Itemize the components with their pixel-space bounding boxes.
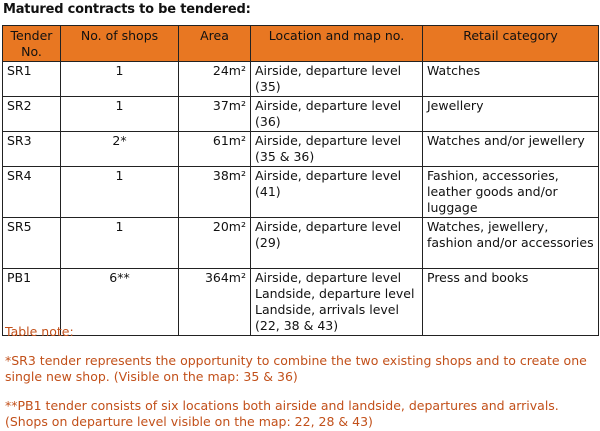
table-row	[3, 132, 599, 167]
shops-cell: 1	[61, 97, 179, 132]
area-cell: 61m²	[179, 132, 251, 167]
location-map-no: (41)	[255, 184, 281, 199]
category-cell: Jewellery	[423, 97, 599, 132]
location-line: Airside, departure level	[255, 168, 402, 183]
tender-no-cell: PB1	[3, 269, 61, 336]
location-map-no: (35 & 36)	[255, 149, 315, 164]
table-row	[3, 218, 599, 269]
table-row	[3, 167, 599, 218]
location-cell	[251, 218, 423, 269]
shops-cell: 2*	[61, 132, 179, 167]
location-line: Landside, departure level	[255, 286, 415, 301]
header-tender-no: Tender No.	[3, 26, 61, 62]
location-line: Airside, departure level	[255, 63, 402, 78]
location-cell	[251, 132, 423, 167]
category-cell: Watches, jewellery, fashion and/or accessories	[423, 218, 599, 269]
location-cell	[251, 97, 423, 132]
header-location: Location and map no.	[251, 26, 423, 62]
header-no-of-shops: No. of shops	[61, 26, 179, 62]
location-line: Airside, departure level	[255, 133, 402, 148]
tender-no-cell: SR4	[3, 167, 61, 218]
table-row	[3, 62, 599, 97]
shops-cell: 1	[61, 218, 179, 269]
tender-no-cell: SR1	[3, 62, 61, 97]
contracts-table	[2, 25, 599, 336]
area-cell: 24m²	[179, 62, 251, 97]
table-row	[3, 97, 599, 132]
area-cell: 20m²	[179, 218, 251, 269]
tender-no-cell: SR3	[3, 132, 61, 167]
location-map-no: (29)	[255, 235, 281, 250]
location-map-no: (36)	[255, 114, 281, 129]
location-line: Airside, departure level	[255, 219, 402, 234]
area-cell: 37m²	[179, 97, 251, 132]
header-retail-category: Retail category	[423, 26, 599, 62]
note-sr3: *SR3 tender represents the opportunity to combine the two existing shops and to create one single new shop. (Visible on the map: 35 & 36)	[5, 353, 587, 384]
location-cell	[251, 167, 423, 218]
location-line: Landside, arrivals level	[255, 302, 399, 317]
table-notes	[5, 324, 597, 430]
location-map-no: (35)	[255, 79, 281, 94]
area-cell: 364m²	[179, 269, 251, 336]
location-map-no: (22, 38 & 43)	[255, 318, 339, 333]
shops-cell: 6**	[61, 269, 179, 336]
note-pb1: **PB1 tender consists of six locations both airside and landside, departures and arrivals. (Shops on departure level visible on the map: 22, 28 & 43)	[5, 398, 559, 429]
area-cell: 38m²	[179, 167, 251, 218]
page-heading: Matured contracts to be tendered:	[3, 2, 251, 17]
category-cell: Watches	[423, 62, 599, 97]
shops-cell: 1	[61, 62, 179, 97]
table-header-row	[3, 26, 599, 62]
notes-title: Table note:	[5, 324, 74, 339]
shops-cell: 1	[61, 167, 179, 218]
category-cell: Fashion, accessories, leather goods and/or luggage	[423, 167, 599, 218]
category-cell: Watches and/or jewellery	[423, 132, 599, 167]
location-line: Airside, departure level	[255, 270, 402, 285]
location-line: Airside, departure level	[255, 98, 402, 113]
tender-no-cell: SR5	[3, 218, 61, 269]
tender-no-cell: SR2	[3, 97, 61, 132]
location-cell	[251, 62, 423, 97]
header-area: Area	[179, 26, 251, 62]
category-cell: Press and books	[423, 269, 599, 336]
